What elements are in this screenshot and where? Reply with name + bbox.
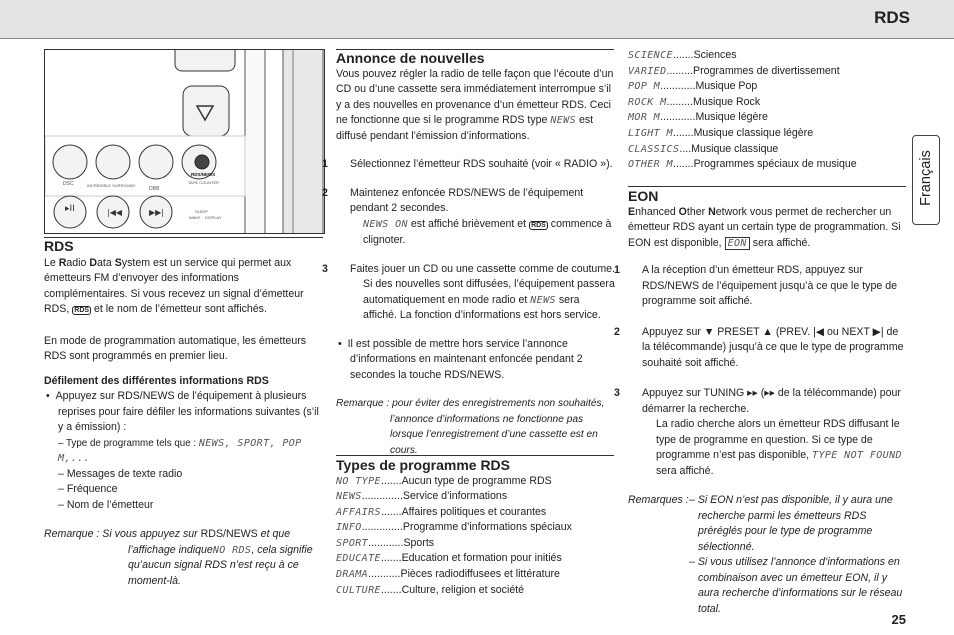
program-type-row [336,520,616,536]
program-type-code: DRAMA [336,569,369,581]
program-type-list-continued [628,48,908,173]
program-type-label: Service d’informations [402,490,508,503]
program-type-label: Aucun type de programme RDS [401,474,552,487]
leader-dots: ............ [660,111,696,124]
svg-text:▸II: ▸II [65,204,75,214]
program-type-code: CULTURE [336,584,381,596]
eon-rule [628,186,906,187]
rds-symbol-icon: RDS [74,307,90,314]
dbb-label: DBB [149,186,160,192]
stereo-panel-drawing [45,50,324,233]
program-type-code: NO TYPE [336,475,381,487]
program-type-label: Sports [403,536,435,549]
rds-rule [44,237,323,238]
news-step-3: 3 Faites jouer un CD ou une cassette comme de coutume. [322,262,615,275]
leader-dots: ....... [380,552,402,565]
eon-indicator: EON [725,237,750,250]
leader-dots: .... [679,142,692,155]
program-type-code: OTHER M [628,159,673,171]
rds-section [44,237,324,589]
types-continued [628,48,908,173]
dsc-label: DSC [63,181,74,187]
program-type-code: EDUCATE [336,553,381,565]
program-type-row [628,157,908,173]
program-type-row [336,567,616,583]
eon-title: EON [628,188,659,204]
leader-dots: ....... [672,126,694,139]
eon-intro: Enhanced Other Network vous permet de rechercher un émetteur RDS ayant un certain type de programmation. Si EON est disponible, EON sera affiché. [628,205,901,249]
eon-remarks: Remarques : – Si EON n’est pas disponible, il y aura une recherche parmi les émetteurs RDS préréglés pour le type de programme sélectionné. – Si vous utilisez l’annonce d’informations en combinaison avec un émetteur EON, il y aura recherche d’informations sur le réseau total. [628,493,908,617]
program-type-code: SCIENCE [628,50,673,61]
program-type-list [336,474,616,599]
program-type-row [628,142,908,158]
news-step-2-detail: NEWS ON est affiché brièvement et RDS commence à clignoter. [363,217,612,246]
news-step-2: 2 Maintenez enfoncée RDS/NEWS de l’équipement pendant 2 secondes. [322,186,584,214]
program-type-label: Musique classique légère [693,126,814,139]
program-type-label: Musique Rock [693,95,761,108]
program-type-label: Programmes de divertissement [693,64,840,77]
program-type-row [336,474,616,490]
program-type-label: Pièces radiodiffusees et littérature [400,568,560,581]
language-tab-label: Français [918,150,934,206]
eon-step-3: 3 Appuyez sur TUNING ▸▸ (▸▸ de la télécommande) pour démarrer la recherche. [614,387,901,415]
page-number: 25 [891,612,906,627]
program-type-label: Programme d’informations spéciaux [402,521,572,534]
news-section [322,49,616,458]
language-tab [912,135,940,225]
leader-dots: ............ [368,536,404,549]
program-type-label: Sciences [693,49,737,61]
program-type-label: Education et formation pour initiés [401,552,562,565]
news-intro: Vous pouvez régler la radio de telle façon que l’écoute d’un CD ou d’une cassette sera immédiatement interrompue s’il y a des nouvelles en provenance d’un émetteur RDS. Ceci ne fonctionne que si le programme RDS type NEWS est diffusé pendant l’émission d’informations. [336,67,614,142]
svg-text:|◀◀: |◀◀ [107,208,122,217]
rds-scroll-bullet: • Appuyez sur RDS/NEWS de l’équipement à plusieurs reprises pour faire défiler les informations suivantes (s’il y a émission) : [46,390,319,433]
rds-sub-item-types: – Type de programme tels que : NEWS, SPORT, POP M,... [58,437,302,464]
program-type-code: AFFAIRS [336,506,381,518]
incredible-surround-label: INCREDIBLE SURROUND [87,183,136,188]
eon-remark-1: – Si EON n’est pas disponible, il y aura une recherche parmi les émetteurs RDS préréglés pour le type de programme sélectionné. [689,494,893,553]
leader-dots: ....... [380,505,402,518]
program-type-label: Musique Pop [695,80,758,93]
program-type-code: NEWS [336,491,362,503]
news-remark: Remarque : pour éviter des enregistrements non souhaités, l’annonce d’informations ne fonctionne pas lorsque l’enregistrement d’une cassette est en cours. [336,398,605,456]
leader-dots: .............. [361,521,403,534]
program-type-label: Programmes spéciaux de musique [693,158,857,171]
program-type-code: CLASSICS [628,143,680,155]
rds-intro: Le Radio Data System est un service qui permet aux émetteurs FM d’envoyer des informations complémentaires. Si vous recevez un signal d’émetteur RDS, RDS et le nom de l’émetteur sont affichés. [44,256,304,315]
leader-dots: ........... [368,568,401,581]
rds-symbol-icon: RDS [531,221,546,229]
program-type-label: Affaires politiques et courantes [401,505,547,518]
program-type-row [628,79,908,95]
types-rule [336,455,614,456]
leader-dots: ....... [380,474,402,487]
rds-sub-item-frequency: – Fréquence [58,483,118,495]
rds-sub-item-text: – Messages de texte radio [58,467,183,480]
program-type-row [628,48,908,64]
leader-dots: ......... [666,64,694,77]
leader-dots: ......... [666,95,694,108]
program-type-code: SPORT [336,537,369,549]
program-type-label: Culture, religion et société [401,583,525,596]
rds-news-label: RDS/NEWS [191,172,216,177]
news-title: Annonce de nouvelles [336,50,485,66]
rds-title: RDS [44,238,74,254]
program-type-label: Musique classique [691,142,779,155]
program-type-code: ROCK M [628,96,667,108]
program-type-row [628,126,908,142]
display-label: DISPLAY [205,215,222,220]
svg-text:▶▶|: ▶▶| [149,208,164,217]
rds-remark: Remarque : Si vous appuyez sur RDS/NEWS et que l’affichage indiqueNO RDS, cela signifie qu’aucun signal RDS n’est reçu à ce moment-là. [44,528,313,587]
news-step-3-detail: Si des nouvelles sont diffusées, l’équipement passera automatiquement en mode radio et NEWS sera affiché. La fonction d’informations est hors service. [363,278,615,321]
program-type-row [628,64,908,80]
eon-remark-2: – Si vous utilisez l’annonce d’informations en combinaison avec un émetteur EON, il y aura recherche d’informations sur le réseau total. [689,556,903,615]
rds-sub-item-name: – Nom de l’émetteur [58,498,154,511]
program-type-row [336,489,616,505]
types-section [336,455,616,598]
header-title: RDS [874,8,910,27]
program-type-code: LIGHT M [628,127,673,139]
eon-step-2: 2 Appuyez sur ▼ PRESET ▲ (PREV. |◀ ou NEXT ▶| de la télécommande) jusqu’à ce que le type de programme souhaité soit affiché. [614,325,904,369]
eon-step-3-detail: La radio cherche alors un émetteur RDS diffusant le type de programme en question. Si ce type de programme n’est pas disponible, TYPE NOT FOUND sera affiché. [656,418,902,477]
program-type-label: Musique légère [695,111,768,124]
program-type-row [336,536,616,552]
program-type-row [336,551,616,567]
leader-dots: ............ [660,80,696,93]
leader-dots: .............. [361,490,403,503]
program-type-row [336,505,616,521]
device-illustration [44,49,325,234]
news-step-1: 1 Sélectionnez l’émetteur RDS souhaité (voir « RADIO »). [322,158,613,170]
sleep-label: SLEEP [195,209,208,214]
leader-dots: ....... [380,583,402,596]
page-header [0,0,954,39]
leader-dots: ....... [672,49,694,61]
rds-auto-program: En mode de programmation automatique, les émetteurs RDS sont programmés en premier lieu. [44,334,307,362]
program-type-row [336,583,616,599]
tape-counter-label: TAPE COUNTER [188,180,220,185]
rds-scroll-title: Défilement des différentes informations RDS [44,374,269,387]
program-type-code: VARIED [628,65,667,77]
news-bullet: • Il est possible de mettre hors service l’annonce d’informations en maintenant enfoncée pendant 2 secondes la touche RDS/NEWS. [338,337,583,381]
wake-label: WAKE [189,215,201,220]
program-type-row [628,95,908,111]
program-type-code: POP M [628,81,661,93]
program-type-row [628,110,908,126]
types-title: Types de programme RDS [336,457,511,473]
program-type-code: MOR M [628,112,661,124]
eon-step-1: 1 A la réception d’un émetteur RDS, appuyez sur RDS/NEWS de l’équipement jusqu’à ce que le type de programme soit affiché. [614,264,897,307]
eon-section [614,186,908,617]
program-type-code: INFO [336,522,362,534]
leader-dots: ....... [672,158,694,171]
